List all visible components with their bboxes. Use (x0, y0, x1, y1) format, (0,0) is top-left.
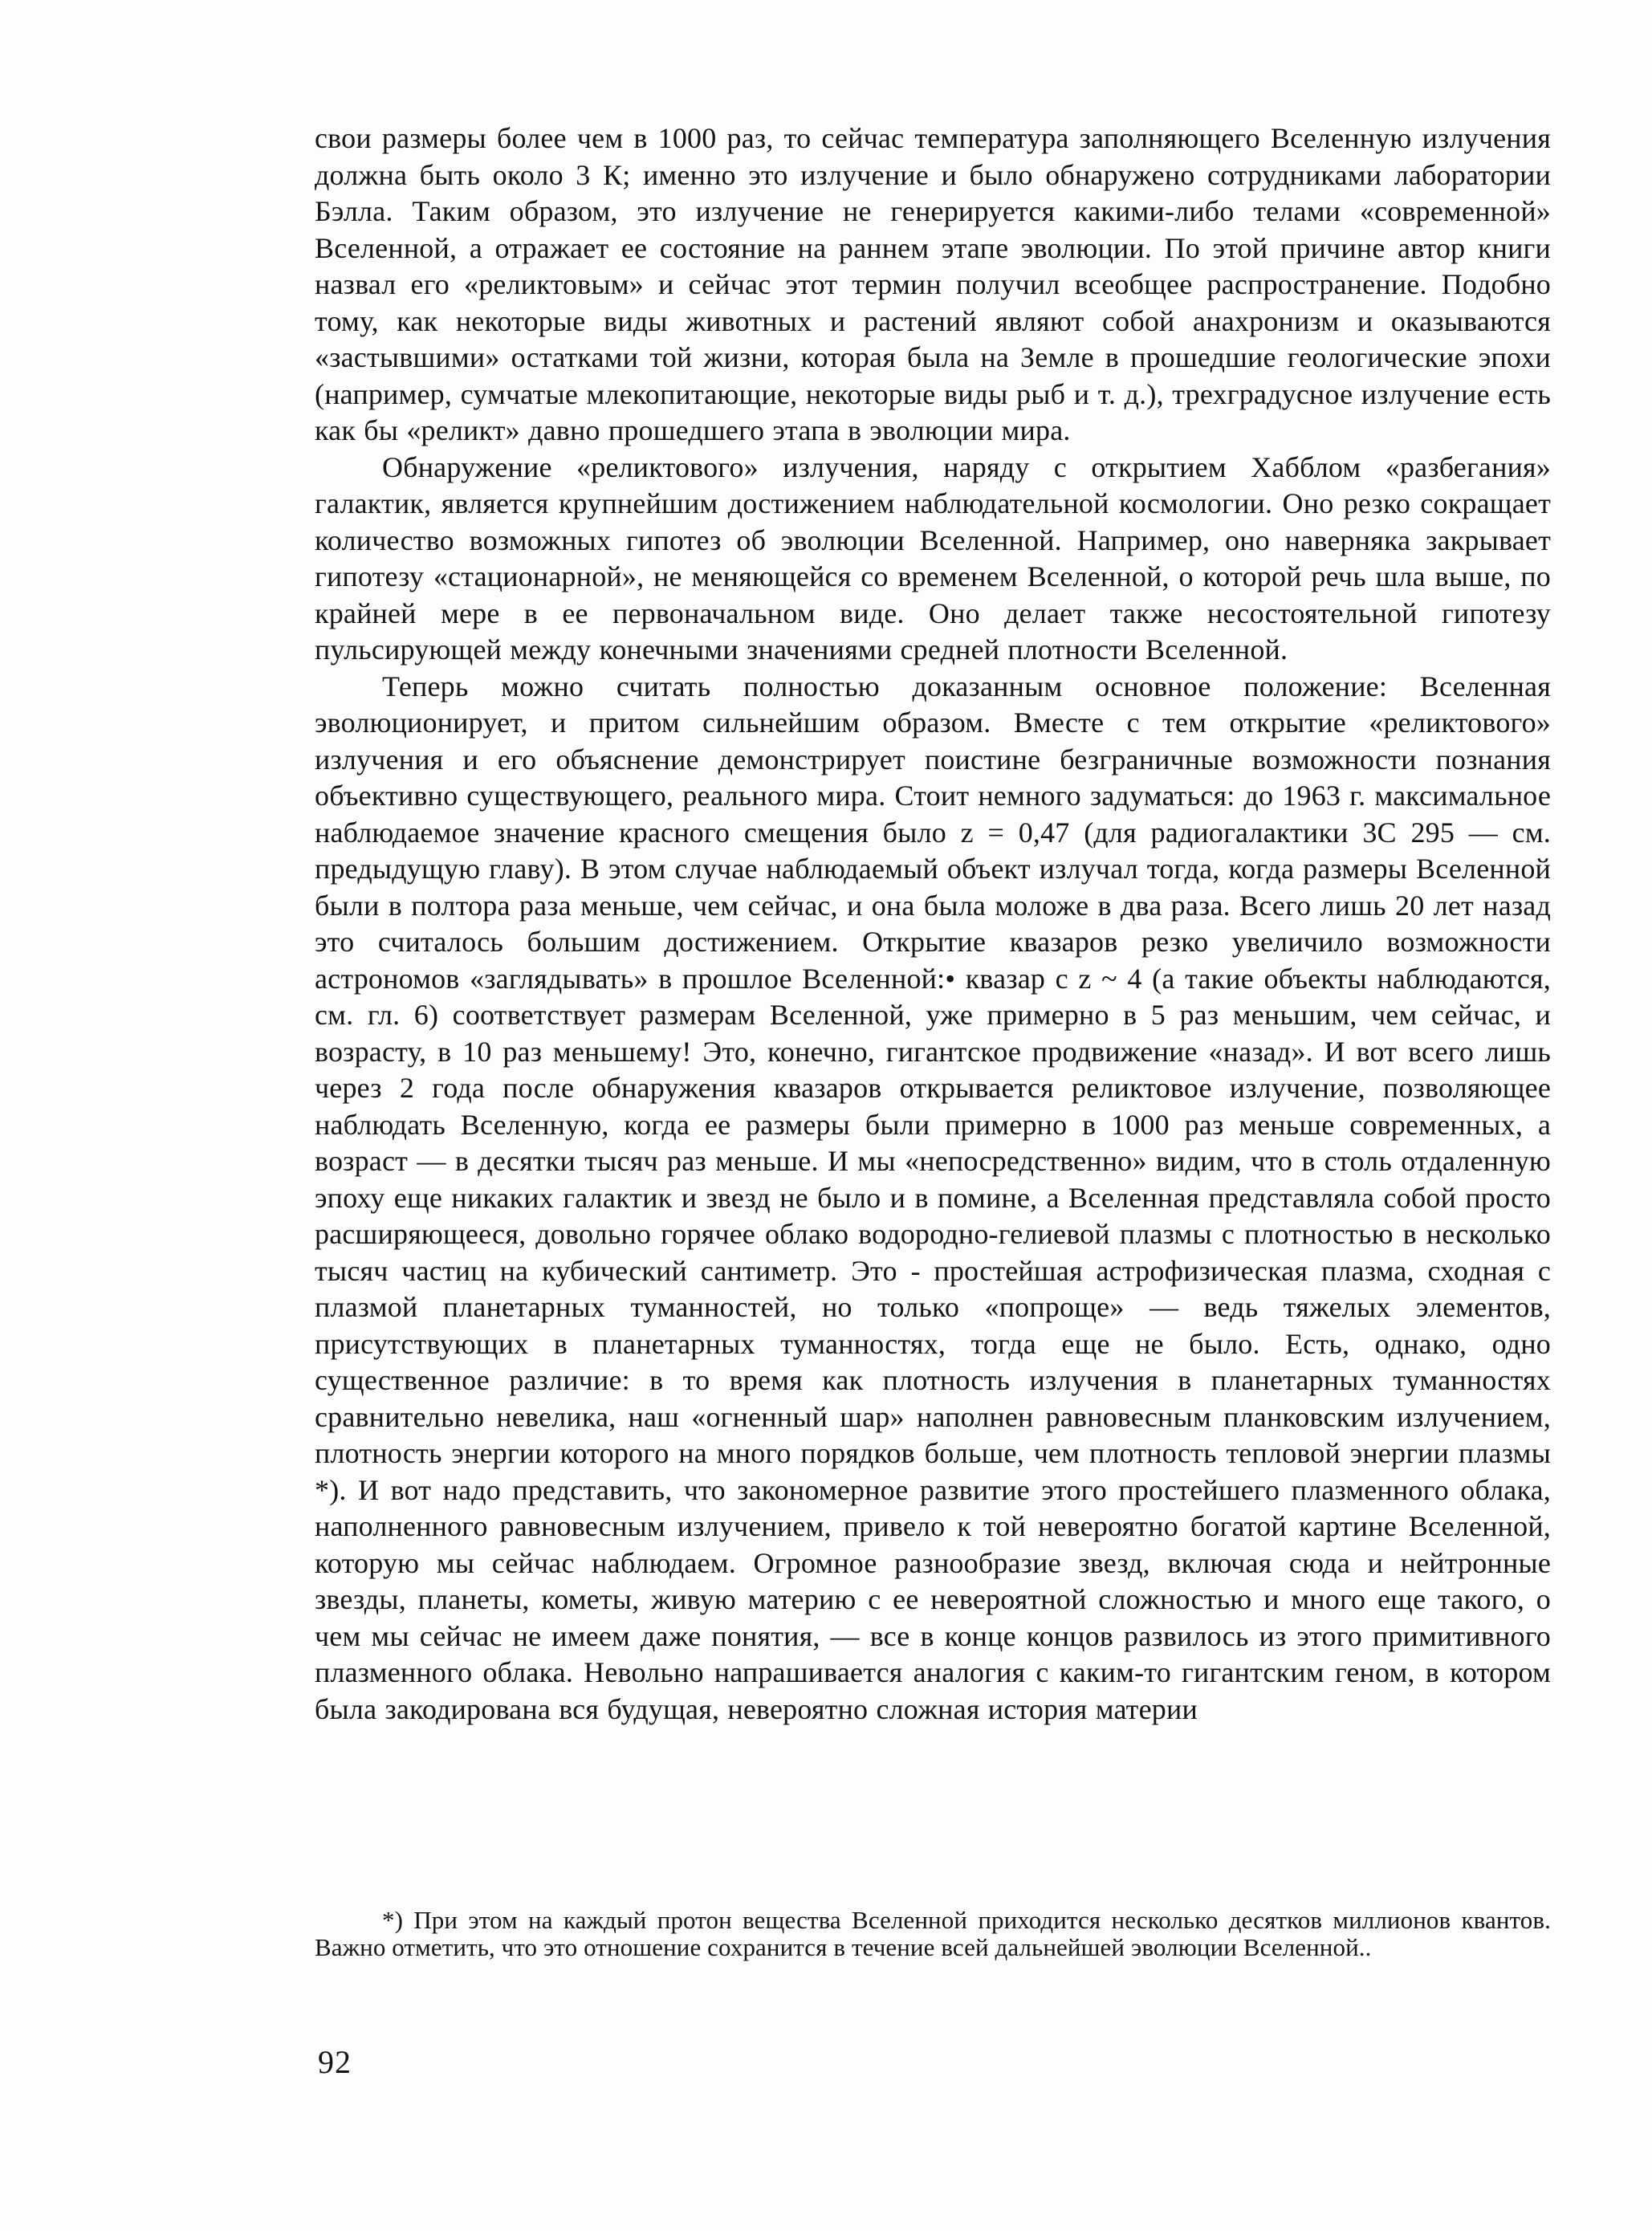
footnote: *) При этом на каждый протон вещества Вселенной приходится несколько десятков миллионов квантов. Важно отметить, что это отношение сохранится в течение всей дальнейшей эволюции Вселенной.. (315, 1906, 1551, 1961)
paragraph-universe-evolves: Теперь можно считать полностью доказанным основное положение: Вселенная эволюционирует, и притом сильнейшим образом. Вместе с тем открытие «реликтового» излучения и его объяснение демонстрирует поистине безграничные возможности познания объективно существующего, реального мира. Стоит немного задуматься: до 1963 г. максимальное наблюдаемое значение красного смещения было z = 0,47 (для радиогалактики 3С 295 — см. предыдущую главу). В этом случае наблюдаемый объект излучал тогда, когда размеры Вселенной были в полтора раза меньше, чем сейчас, и она была моложе в два раза. Всего лишь 20 лет назад это считалось большим достижением. Открытие квазаров резко увеличило возможности астрономов «заглядывать» в прошлое Вселенной:• квазар с z ~ 4 (а такие объекты наблюдаются, см. гл. 6) соответствует размерам Вселенной, уже примерно в 5 раз меньшим, чем сейчас, и возрасту, в 10 раз меньшему! Это, конечно, гигантское продвижение «назад». И вот всего лишь через 2 года после обнаружения квазаров открывается реликтовое излучение, позволяющее наблюдать Вселенную, когда ее размеры были примерно в 1000 раз меньше современных, а возраст — в десятки тысяч раз меньше. И мы «непосредственно» видим, что в столь отдаленную эпоху еще никаких галактик и звезд не было и в помине, а Вселенная представляла собой просто расширяющееся, довольно горячее облако водородно-гелиевой плазмы с плотностью в несколько тысяч частиц на кубический сантиметр. Это - простейшая астрофизическая плазма, сходная с плазмой планетарных туманностей, но только «попроще» — ведь тяжелых элементов, присутствующих в планетарных туманностях, тогда еще не было. Есть, однако, одно существенное различие: в то время как плотность излучения в планетарных туманностях сравнительно невелика, наш «огненный шар» наполнен равновесным планковским излучением, плотность энергии которого на много порядков больше, чем плотность тепловой энергии плазмы *). И вот надо представить, что закономерное развитие этого простейшего плазменного облака, наполненного равновесным излучением, привело к той невероятно богатой картине Вселенной, которую мы сейчас наблюдаем. Огромное разнообразие звезд, включая сюда и нейтронные звезды, планеты, кометы, живую материю с ее невероятной сложностью и много еще такого, о чем мы сейчас не имеем даже понятия, — все в конце концов развилось из этого примитивного плазменного облака. Невольно напрашивается аналогия с каким-то гигантским геном, в котором была закодирована вся будущая, невероятно сложная история материи (315, 670, 1551, 1725)
footnote-section (315, 1907, 1551, 1961)
paragraph-relic-radiation-discovery: Обнаружение «реликтового» излучения, наряду с открытием Хабблом «разбегания» галактик, является крупнейшим достижением наблюдательной космологии. Оно резко сокращает количество возможных гипотез об эволюции Вселенной. Например, оно наверняка закрывает гипотезу «стационарной», не меняющейся со временем Вселенной, о которой речь шла выше, по крайней мере в ее первоначальном виде. Оно делает также несостоятельной гипотезу пульсирующей между конечными значениями средней плотности Вселенной. (315, 450, 1551, 666)
main-text (315, 120, 1551, 1728)
page-number: 92 (318, 2044, 352, 2080)
paragraph-continuation: свои размеры более чем в 1000 раз, то сейчас температура заполняющего Вселенную излучения должна быть около 3 К; именно это излучение и было обнаружено сотрудниками лаборатории Бэлла. Таким образом, это излучение не генерируется какими-либо телами «современной» Вселенной, а отражает ее состояние на раннем этапе эволюции. По этой причине автор книги назвал его «реликтовым» и сейчас этот термин получил всеобщее распространение. Подобно тому, как некоторые виды животных и растений являют собой анахронизм и оказываются «застывшими» остатками той жизни, которая была на Земле в прошедшие геологические эпохи (например, сумчатые млекопитающие, некоторые виды рыб и т. д.), трехградусное излучение есть как бы «реликт» давно прошедшего этапа в эволюции мира. (315, 122, 1551, 446)
